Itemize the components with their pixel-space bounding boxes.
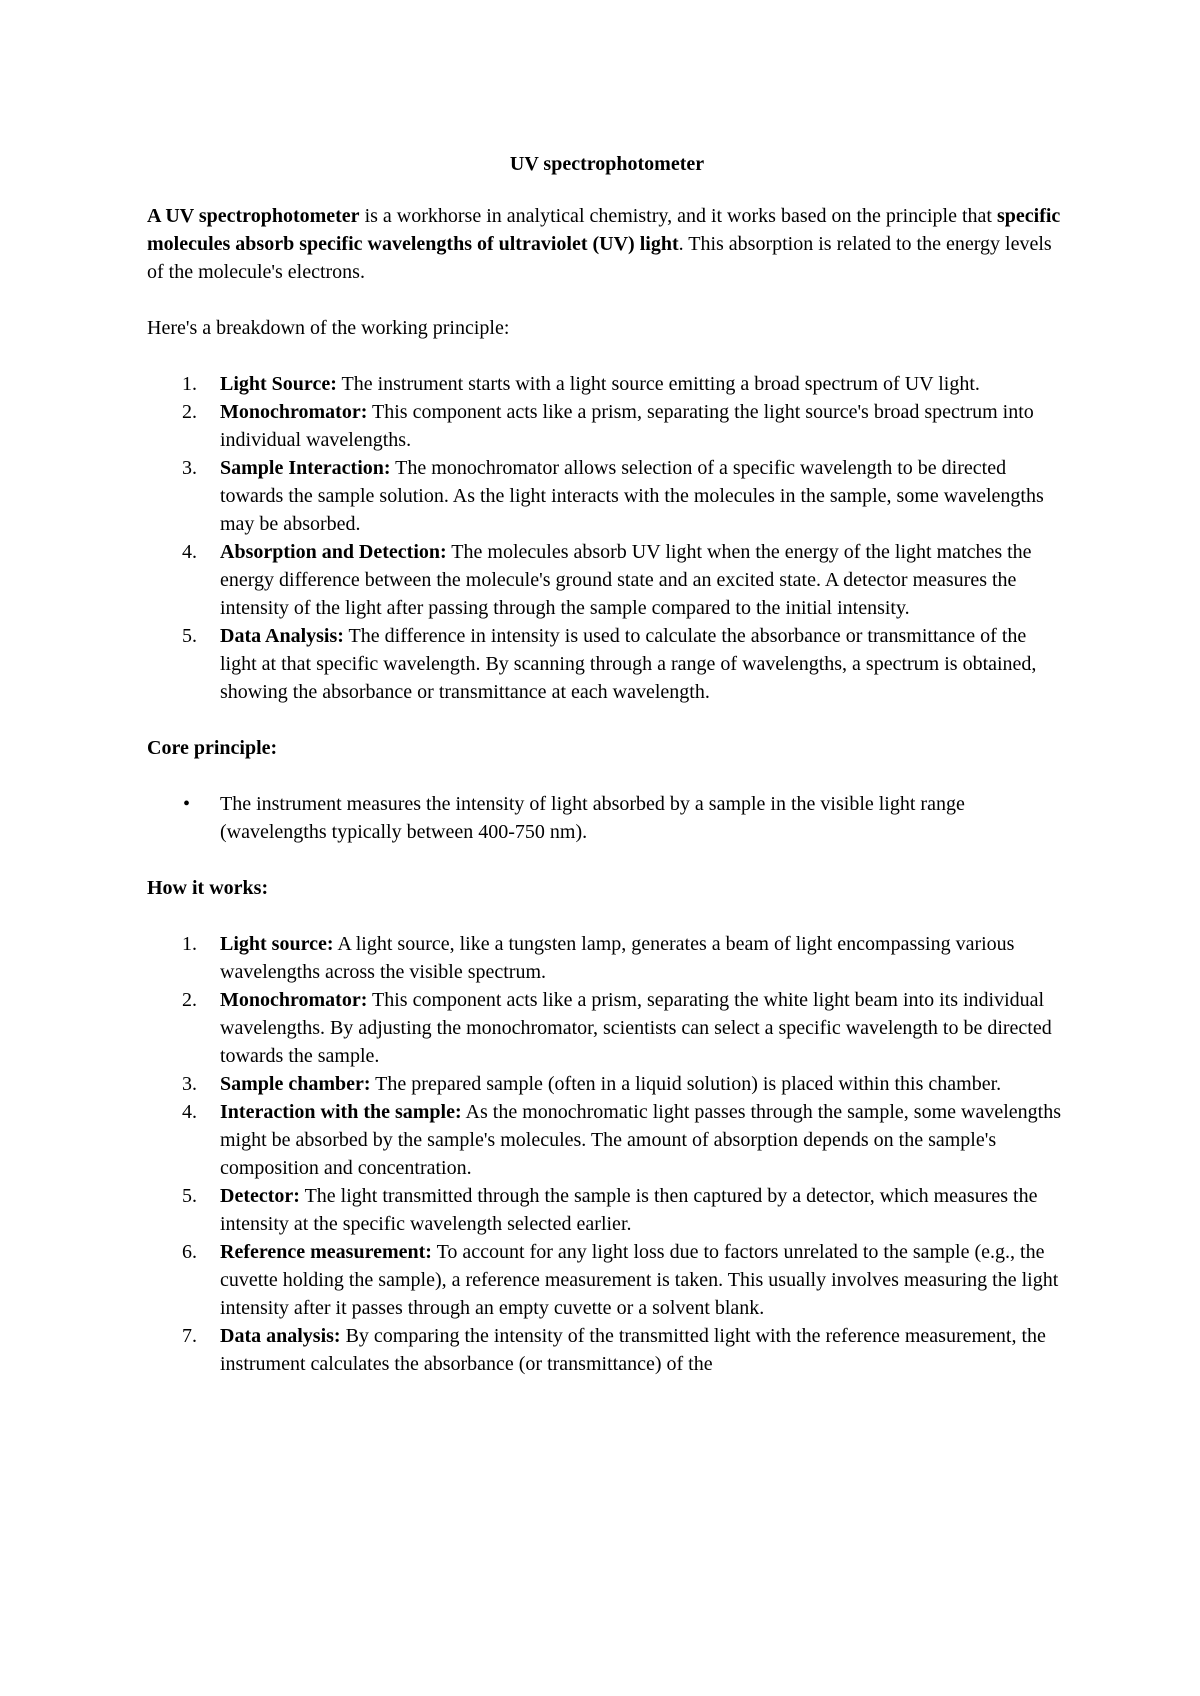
step-text: The instrument starts with a light source emitting a broad spectrum of UV light.: [336, 373, 980, 395]
document-page: [147, 150, 1067, 1378]
intro-text-2: . This absorption is related to the energy levels of the molecule's electrons.: [147, 233, 1052, 283]
bullet-icon: •: [183, 793, 191, 815]
step-text: As the monochromatic light passes through the sample, some wavelengths might be absorbed by the sample's molecules. The amount of absorption depends on the sample's composition and concentration.: [220, 1101, 1061, 1179]
intro-principle-bold: specific molecules absorb specific wavelengths of ultraviolet (UV) light: [147, 205, 1061, 255]
step-label: Interaction with the sample:: [220, 1101, 462, 1123]
principle-steps-list: [147, 370, 1067, 706]
core-principle-list: [147, 790, 1067, 846]
list-number: 7.: [182, 1325, 197, 1347]
list-item: [147, 1238, 1067, 1322]
list-item: [147, 1322, 1067, 1378]
list-item: [147, 986, 1067, 1070]
step-text: The light transmitted through the sample is then captured by a detector, which measures the intensity at the specific wavelength selected earlier.: [220, 1185, 1038, 1235]
step-label: Sample Interaction:: [220, 457, 391, 479]
step-label: Light source:: [220, 933, 334, 955]
step-label: Monochromator:: [220, 989, 368, 1011]
list-number: 5.: [182, 1185, 197, 1207]
list-number: 1.: [182, 373, 197, 395]
list-item: [147, 1182, 1067, 1238]
intro-lead-bold: A UV spectrophotometer: [147, 205, 360, 227]
list-item: [147, 538, 1067, 622]
list-number: 3.: [182, 457, 197, 479]
step-label: Absorption and Detection:: [220, 541, 447, 563]
list-number: 2.: [182, 401, 197, 423]
step-label: Reference measurement:: [220, 1241, 432, 1263]
step-label: Monochromator:: [220, 401, 368, 423]
step-label: Data analysis:: [220, 1325, 341, 1347]
list-number: 3.: [182, 1073, 197, 1095]
list-item: [147, 370, 1067, 398]
core-principle-text: The instrument measures the intensity of light absorbed by a sample in the visible light range (wavelengths typically between 400-750 nm).: [220, 793, 965, 843]
list-number: 5.: [182, 625, 197, 647]
step-text: The molecules absorb UV light when the energy of the light matches the energy difference between the molecule's ground state and an excited state. A detector measures the intensity of the light after passing through the sample compared to the initial intensity.: [220, 541, 1032, 619]
core-principle-heading: Core principle:: [147, 737, 278, 759]
step-label: Detector:: [220, 1185, 300, 1207]
step-text: A light source, like a tungsten lamp, generates a beam of light encompassing various wavelengths across the visible spectrum.: [220, 933, 1015, 983]
list-number: 2.: [182, 989, 197, 1011]
step-text: To account for any light loss due to factors unrelated to the sample (e.g., the cuvette holding the sample), a reference measurement is taken. This usually involves measuring the light intensity after it passes through an empty cuvette or a solvent blank.: [220, 1241, 1059, 1319]
step-text: This component acts like a prism, separating the white light beam into its individual wavelengths. By adjusting the monochromator, scientists can select a specific wavelength to be directed towards the sample.: [220, 989, 1052, 1067]
list-item: [147, 1070, 1067, 1098]
step-text: The difference in intensity is used to calculate the absorbance or transmittance of the light at that specific wavelength. By scanning through a range of wavelengths, a spectrum is obtained, showing the absorbance or transmittance at each wavelength.: [220, 625, 1037, 703]
list-item: [147, 454, 1067, 538]
list-number: 1.: [182, 933, 197, 955]
list-number: 4.: [182, 541, 197, 563]
page-title: UV spectrophotometer: [509, 153, 705, 175]
step-text: The prepared sample (often in a liquid solution) is placed within this chamber.: [370, 1073, 1002, 1095]
step-label: Light Source:: [220, 373, 337, 395]
list-item: [147, 622, 1067, 706]
how-it-works-list: [147, 930, 1067, 1378]
list-item: [147, 398, 1067, 454]
list-item: [147, 1098, 1067, 1182]
step-text: The monochromator allows selection of a specific wavelength to be directed towards the sample solution. As the light interacts with the molecules in the sample, some wavelengths may be absorbed.: [220, 457, 1044, 535]
step-text: By comparing the intensity of the transmitted light with the reference measurement, the instrument calculates the absorbance (or transmittance) of the: [220, 1325, 1046, 1375]
breakdown-intro: Here's a breakdown of the working principle:: [147, 317, 510, 339]
step-text: This component acts like a prism, separating the light source's broad spectrum into individual wavelengths.: [220, 401, 1034, 451]
list-number: 6.: [182, 1241, 197, 1263]
list-item: [147, 790, 1067, 846]
how-it-works-heading: How it works:: [147, 877, 269, 899]
intro-paragraph: [147, 202, 1067, 286]
list-item: [147, 930, 1067, 986]
intro-text-1: is a workhorse in analytical chemistry, and it works based on the principle that: [359, 205, 997, 227]
list-number: 4.: [182, 1101, 197, 1123]
step-label: Sample chamber:: [220, 1073, 371, 1095]
step-label: Data Analysis:: [220, 625, 344, 647]
